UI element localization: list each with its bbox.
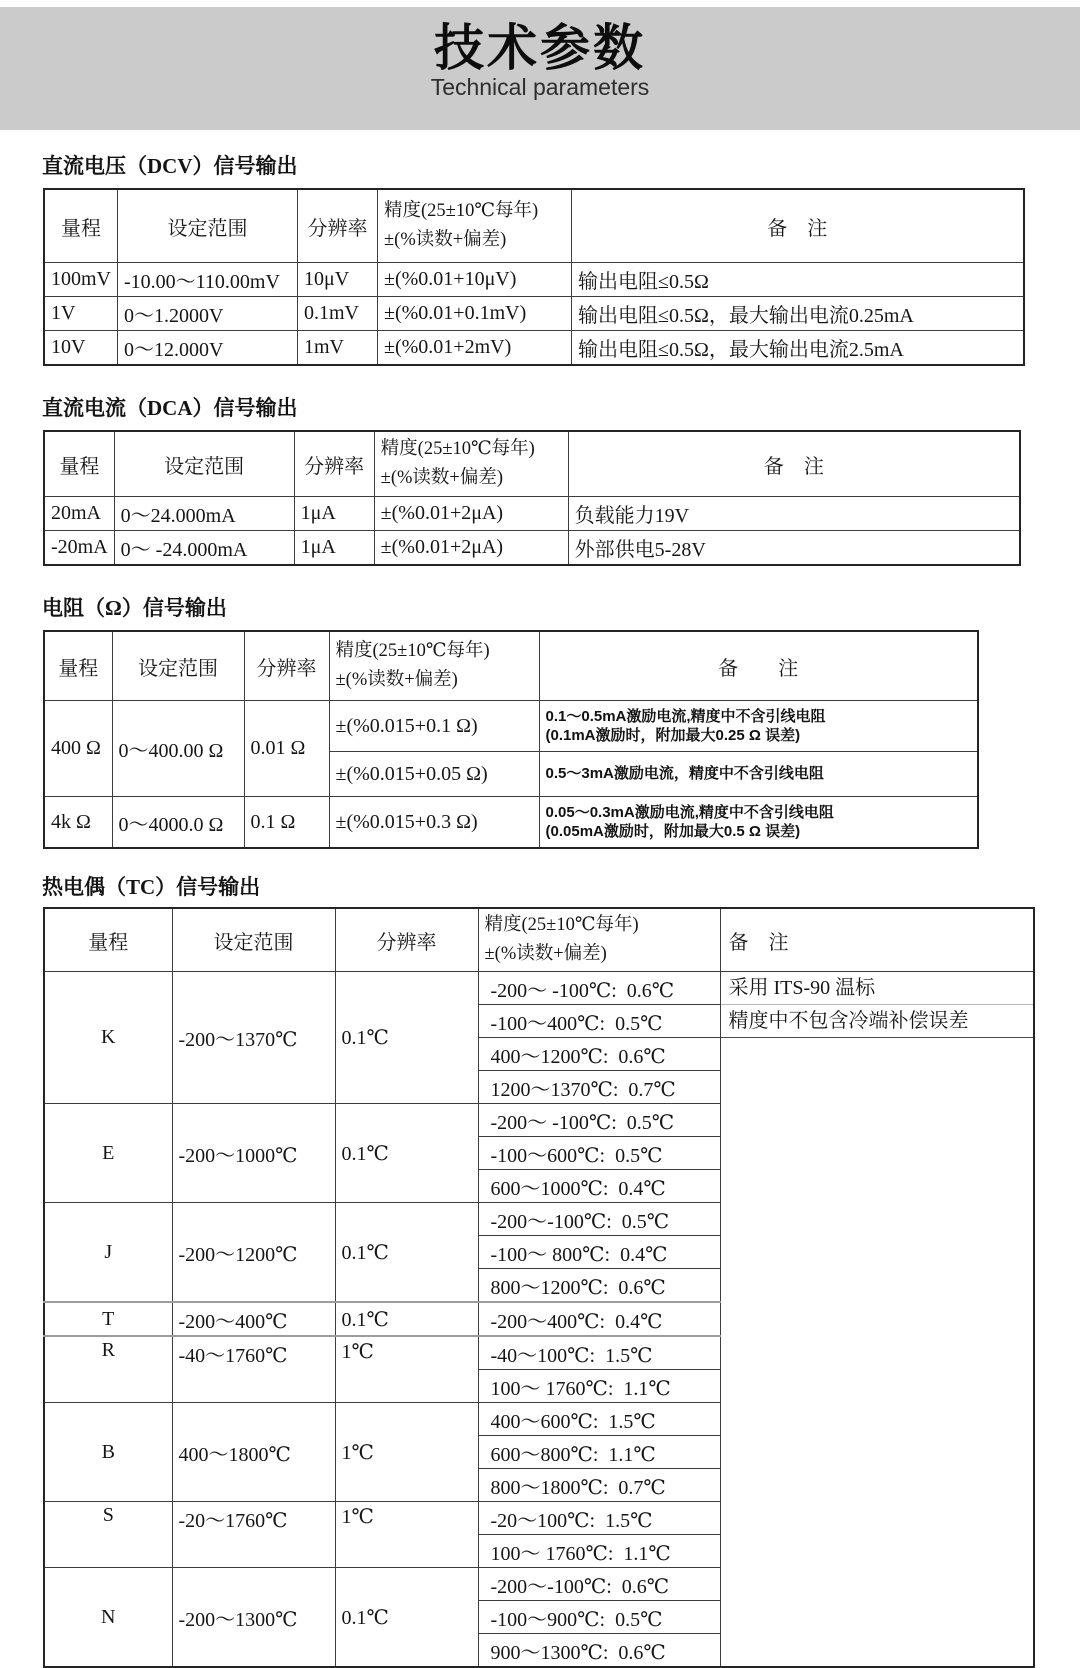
cell-resolution: 0.1mV bbox=[298, 297, 378, 331]
cell-type: K bbox=[44, 972, 172, 1104]
cell-accuracy: -200～ -100℃: 0.5℃ bbox=[478, 1104, 720, 1137]
cell-setting: 0～400.00 Ω bbox=[112, 701, 244, 797]
cell-accuracy: 1200～1370℃: 0.7℃ bbox=[478, 1071, 720, 1104]
cell-resolution: 1℃ bbox=[335, 1403, 478, 1502]
cell-range: 4k Ω bbox=[44, 797, 112, 849]
cell-range: 100mV bbox=[44, 263, 118, 297]
cell-resolution: 1mV bbox=[298, 331, 378, 366]
cell-accuracy: -100～ 800℃: 0.4℃ bbox=[478, 1236, 720, 1269]
cell-accuracy: 400～1200℃: 0.6℃ bbox=[478, 1038, 720, 1071]
header-remark: 备 注 bbox=[720, 908, 1034, 972]
cell-resolution: 1μA bbox=[294, 497, 374, 531]
cell-type: E bbox=[44, 1104, 172, 1203]
header-accuracy-line2: ±(%读数+偏差) bbox=[380, 468, 503, 488]
cell-accuracy: ±(%0.01+2mV) bbox=[378, 331, 572, 366]
header-accuracy bbox=[378, 189, 572, 263]
cell-remark: 输出电阻≤0.5Ω，最大输出电流2.5mA bbox=[572, 331, 1024, 366]
table-row bbox=[44, 497, 1020, 531]
table-row bbox=[44, 797, 978, 849]
cell-accuracy: -40～100℃: 1.5℃ bbox=[478, 1336, 720, 1370]
header-accuracy-line1: 精度(25±10℃每年) bbox=[335, 641, 490, 662]
cell-accuracy: ±(%0.01+0.1mV) bbox=[378, 297, 572, 331]
cell-setting: 0～ -24.000mA bbox=[114, 531, 294, 566]
cell-setting: 400～1800℃ bbox=[172, 1403, 335, 1502]
cell-range: 400 Ω bbox=[44, 701, 112, 797]
header-setting: 设定范围 bbox=[118, 189, 298, 263]
cell-resolution: 0.1℃ bbox=[335, 1203, 478, 1303]
header-accuracy bbox=[374, 431, 568, 497]
cell-accuracy: 600～1000℃: 0.4℃ bbox=[478, 1170, 720, 1203]
cell-resolution: 0.01 Ω bbox=[244, 701, 329, 797]
table-dca bbox=[43, 430, 1021, 566]
table-row bbox=[44, 331, 1024, 366]
cell-range: 20mA bbox=[44, 497, 114, 531]
header-accuracy-line2: ±(%读数+偏差) bbox=[335, 670, 458, 690]
remark-line2: (0.1mA激励时，附加最大0.25 Ω 误差) bbox=[545, 727, 801, 744]
cell-setting: -40～1760℃ bbox=[172, 1336, 335, 1403]
cell-setting: -200～1200℃ bbox=[172, 1203, 335, 1303]
header-accuracy bbox=[329, 631, 539, 701]
cell-setting: 0～1.2000V bbox=[118, 297, 298, 331]
cell-resolution: 1℃ bbox=[335, 1502, 478, 1568]
cell-accuracy: -100～400℃: 0.5℃ bbox=[478, 1005, 720, 1038]
header-resolution: 分辨率 bbox=[294, 431, 374, 497]
cell-setting: -10.00～110.00mV bbox=[118, 263, 298, 297]
cell-accuracy: 900～1300℃: 0.6℃ bbox=[478, 1634, 720, 1668]
table-ohm bbox=[43, 630, 979, 849]
page-title: 技术参数 bbox=[434, 20, 646, 76]
cell-remark: 输出电阻≤0.5Ω bbox=[572, 263, 1024, 297]
cell-remark: 负载能力19V bbox=[568, 497, 1020, 531]
cell-accuracy: ±(%0.015+0.3 Ω) bbox=[329, 797, 539, 849]
table-row bbox=[44, 531, 1020, 566]
cell-resolution: 0.1℃ bbox=[335, 1104, 478, 1203]
cell-accuracy: -200～-100℃: 0.5℃ bbox=[478, 1203, 720, 1236]
header-setting: 设定范围 bbox=[114, 431, 294, 497]
cell-setting: -200～1300℃ bbox=[172, 1568, 335, 1668]
header-range: 量程 bbox=[44, 908, 172, 972]
header-range: 量程 bbox=[44, 631, 112, 701]
cell-range: -20mA bbox=[44, 531, 114, 566]
banner bbox=[0, 7, 1080, 130]
cell-accuracy: -100～600℃: 0.5℃ bbox=[478, 1137, 720, 1170]
header-resolution: 分辨率 bbox=[244, 631, 329, 701]
cell-accuracy: ±(%0.01+10μV) bbox=[378, 263, 572, 297]
header-remark: 备 注 bbox=[572, 189, 1024, 263]
cell-type: J bbox=[44, 1203, 172, 1303]
cell-type: S bbox=[44, 1502, 172, 1568]
section-title-dcv: 直流电压（DCV）信号输出 bbox=[42, 154, 298, 178]
table-header-row bbox=[44, 908, 1034, 972]
cell-setting: 0～24.000mA bbox=[114, 497, 294, 531]
cell-type: B bbox=[44, 1403, 172, 1502]
header-range: 量程 bbox=[44, 431, 114, 497]
remark-line2: (0.05mA激励时，附加最大0.5 Ω 误差) bbox=[545, 823, 801, 840]
cell-type: T bbox=[44, 1302, 172, 1336]
cell-setting: 0～12.000V bbox=[118, 331, 298, 366]
cell-remark: 外部供电5-28V bbox=[568, 531, 1020, 566]
cell-resolution: 10μV bbox=[298, 263, 378, 297]
header-accuracy bbox=[478, 908, 720, 972]
table-header-row bbox=[44, 189, 1024, 263]
cell-accuracy: 100～ 1760℃: 1.1℃ bbox=[478, 1370, 720, 1403]
header-resolution: 分辨率 bbox=[335, 908, 478, 972]
cell-type: R bbox=[44, 1336, 172, 1403]
header-accuracy-line2: ±(%读数+偏差) bbox=[384, 230, 507, 250]
table-header-row bbox=[44, 431, 1020, 497]
cell-accuracy: -20～100℃: 1.5℃ bbox=[478, 1502, 720, 1535]
header-accuracy-line1: 精度(25±10℃每年) bbox=[380, 439, 535, 460]
cell-accuracy: 400～600℃: 1.5℃ bbox=[478, 1403, 720, 1436]
header-remark: 备 注 bbox=[539, 631, 978, 701]
remark-line1: 0.1～0.5mA激励电流,精度中不含引线电阻 bbox=[545, 707, 826, 725]
remark-line1: 0.05～0.3mA激励电流,精度中不含引线电阻 bbox=[545, 803, 834, 821]
table-tc bbox=[43, 907, 1035, 1668]
table-dcv bbox=[43, 188, 1025, 366]
cell-resolution: 0.1℃ bbox=[335, 972, 478, 1104]
cell-setting: -20～1760℃ bbox=[172, 1502, 335, 1568]
cell-resolution: 1℃ bbox=[335, 1336, 478, 1403]
section-title-ohm: 电阻（Ω）信号输出 bbox=[42, 596, 227, 620]
cell-remark bbox=[539, 701, 978, 752]
header-accuracy-line2: ±(%读数+偏差) bbox=[484, 944, 607, 964]
cell-remark bbox=[539, 752, 978, 797]
header-setting: 设定范围 bbox=[172, 908, 335, 972]
table-row bbox=[44, 297, 1024, 331]
cell-accuracy: ±(%0.01+2μA) bbox=[374, 497, 568, 531]
remark-line1: 0.5～3mA激励电流，精度中不含引线电阻 bbox=[545, 765, 824, 783]
cell-accuracy: ±(%0.015+0.05 Ω) bbox=[329, 752, 539, 797]
header-setting: 设定范围 bbox=[112, 631, 244, 701]
cell-range: 10V bbox=[44, 331, 118, 366]
table-row bbox=[44, 263, 1024, 297]
header-accuracy-line1: 精度(25±10℃每年) bbox=[484, 915, 639, 936]
header-resolution: 分辨率 bbox=[298, 189, 378, 263]
table-row bbox=[44, 701, 978, 752]
cell-accuracy: 800～1200℃: 0.6℃ bbox=[478, 1269, 720, 1303]
cell-setting: -200～400℃ bbox=[172, 1302, 335, 1336]
cell-remark: 输出电阻≤0.5Ω，最大输出电流0.25mA bbox=[572, 297, 1024, 331]
cell-resolution: 0.1℃ bbox=[335, 1302, 478, 1336]
cell-accuracy: 800～1800℃: 0.7℃ bbox=[478, 1469, 720, 1502]
cell-setting: -200～1000℃ bbox=[172, 1104, 335, 1203]
cell-accuracy: ±(%0.015+0.1 Ω) bbox=[329, 701, 539, 752]
cell-accuracy: -200～-100℃: 0.6℃ bbox=[478, 1568, 720, 1601]
cell-accuracy: 600～800℃: 1.1℃ bbox=[478, 1436, 720, 1469]
section-title-tc: 热电偶（TC）信号输出 bbox=[42, 875, 261, 899]
cell-remark bbox=[539, 797, 978, 849]
remark-line2: 精度中不包含冷端补偿误差 bbox=[721, 1005, 1034, 1038]
header-range: 量程 bbox=[44, 189, 118, 263]
cell-setting: -200～1370℃ bbox=[172, 972, 335, 1104]
cell-type: N bbox=[44, 1568, 172, 1668]
cell-setting: 0～4000.0 Ω bbox=[112, 797, 244, 849]
cell-accuracy: -100～900℃: 0.5℃ bbox=[478, 1601, 720, 1634]
header-accuracy-line1: 精度(25±10℃每年) bbox=[384, 201, 539, 222]
table-header-row bbox=[44, 631, 978, 701]
section-title-dca: 直流电流（DCA）信号输出 bbox=[42, 396, 298, 420]
cell-resolution: 1μA bbox=[294, 531, 374, 566]
cell-remark bbox=[720, 972, 1034, 1668]
cell-resolution: 0.1 Ω bbox=[244, 797, 329, 849]
cell-accuracy: -200～ -100℃: 0.6℃ bbox=[478, 972, 720, 1005]
page-subtitle: Technical parameters bbox=[430, 74, 650, 100]
remark-line1: 采用 ITS-90 温标 bbox=[721, 972, 1034, 1005]
page bbox=[0, 7, 1080, 1664]
cell-resolution: 0.1℃ bbox=[335, 1568, 478, 1668]
header-remark: 备 注 bbox=[568, 431, 1020, 497]
cell-accuracy: -200～400℃: 0.4℃ bbox=[478, 1302, 720, 1336]
cell-range: 1V bbox=[44, 297, 118, 331]
cell-accuracy: ±(%0.01+2μA) bbox=[374, 531, 568, 566]
cell-accuracy: 100～ 1760℃: 1.1℃ bbox=[478, 1535, 720, 1568]
table-row-k bbox=[44, 972, 1034, 1005]
